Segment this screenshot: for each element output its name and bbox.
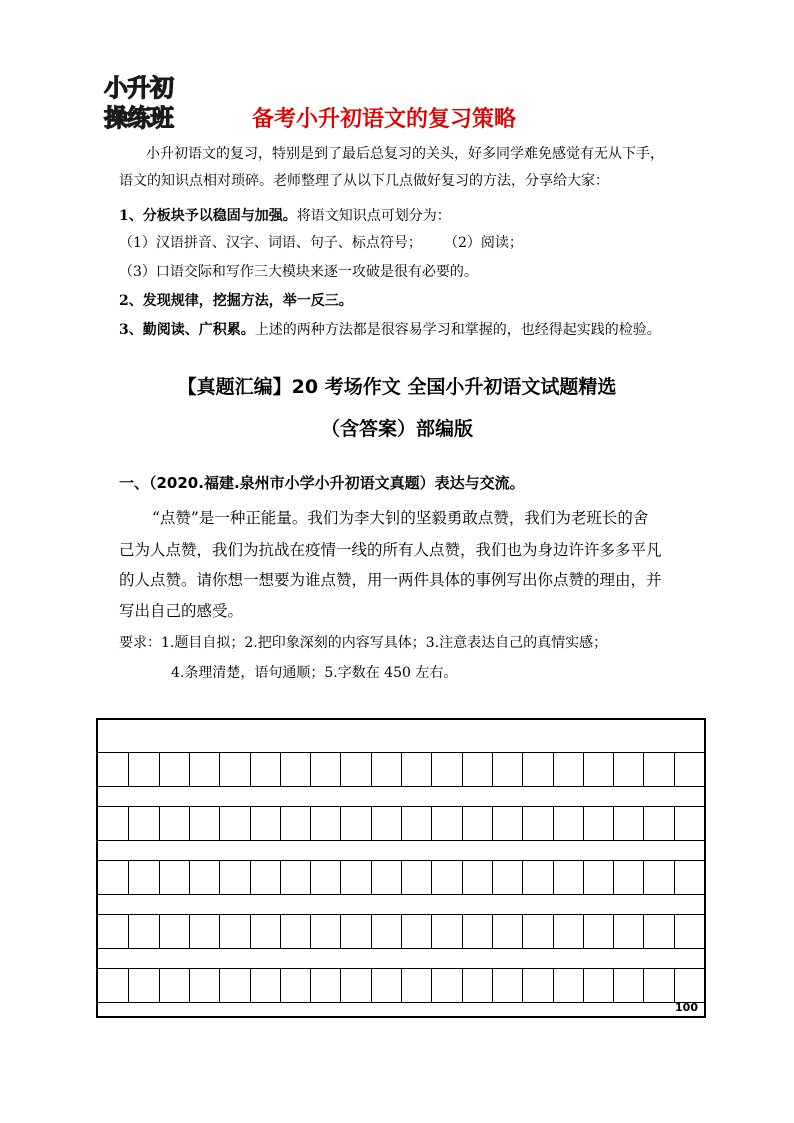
grid-cell-line	[159, 861, 160, 894]
grid-cell-line	[522, 915, 523, 948]
point-2: 2、发现规律，挖掘方法，举一反三。	[119, 293, 353, 309]
grid-cell-line	[431, 915, 432, 948]
grid-cell-line	[159, 969, 160, 1002]
grid-cell-line	[128, 969, 129, 1002]
grid-cell-line	[128, 807, 129, 840]
grid-cell-line	[583, 969, 584, 1002]
grid-cell-line	[613, 753, 614, 786]
point-3-heading: 3、勤阅读、广积累。	[119, 322, 255, 338]
point-3-text: 上述的两种方法都是很容易学习和掌握的，也经得起实践的检验。	[254, 322, 661, 338]
sub-point-2: （2）阅读；	[444, 235, 523, 251]
main-title-line-2: （含答案）部编版	[320, 418, 473, 440]
grid-cell-line	[371, 807, 372, 840]
grid-cell-line	[643, 753, 644, 786]
grid-cell-line	[583, 807, 584, 840]
grid-cell-line	[431, 969, 432, 1002]
grid-cell-line	[371, 915, 372, 948]
grid-row	[98, 752, 704, 787]
grid-cell-line	[553, 753, 554, 786]
grid-cell-line	[462, 753, 463, 786]
grid-cell-line	[371, 753, 372, 786]
intro-line-1: 小升初语文的复习，特别是到了最后总复习的关头，好多同学难免感觉有无从下手，	[146, 146, 664, 162]
grid-cell-line	[674, 915, 675, 948]
grid-cell-line	[250, 969, 251, 1002]
grid-cell-line	[159, 807, 160, 840]
sub-point-3: （3）口语交际和写作三大模块来逐一攻破是很有必要的。	[119, 264, 478, 280]
grid-cell-line	[128, 915, 129, 948]
point-1-heading: 1、分板块予以稳固与加强。	[119, 208, 297, 224]
word-count-label: 100	[675, 1001, 698, 1014]
point-1-text: 将语文知识点可划分为：	[296, 208, 451, 224]
point-1	[119, 205, 451, 225]
grid-cell-line	[340, 969, 341, 1002]
grid-cell-line	[522, 861, 523, 894]
grid-cell-line	[310, 915, 311, 948]
grid-cell-line	[643, 861, 644, 894]
grid-cell-line	[431, 807, 432, 840]
logo-text-bottom: 操练班	[104, 104, 173, 132]
grid-cell-line	[492, 915, 493, 948]
point-3	[119, 319, 661, 339]
grid-cell-line	[189, 753, 190, 786]
question-heading: 一、（2020.福建.泉州市小学小升初语文真题）表达与交流。	[119, 474, 525, 492]
grid-cell-line	[159, 753, 160, 786]
grid-cell-line	[553, 969, 554, 1002]
grid-cell-line	[280, 969, 281, 1002]
grid-cell-line	[401, 969, 402, 1002]
writing-grid	[96, 718, 706, 1018]
grid-cell-line	[643, 915, 644, 948]
grid-cell-line	[219, 861, 220, 894]
grid-cell-line	[340, 807, 341, 840]
grid-cell-line	[280, 915, 281, 948]
grid-cell-line	[674, 969, 675, 1002]
grid-cell-line	[613, 861, 614, 894]
grid-row	[98, 968, 704, 1003]
grid-cell-line	[219, 807, 220, 840]
prompt-line-3: 的人点赞。请你想一想要为谁点赞，用一两件具体的事例写出你点赞的理由，并	[119, 571, 662, 589]
grid-cell-line	[613, 969, 614, 1002]
grid-row	[98, 806, 704, 841]
grid-cell-line	[492, 861, 493, 894]
grid-cell-line	[159, 915, 160, 948]
prompt-line-4: 写出自己的感受。	[119, 602, 244, 620]
grid-cell-line	[280, 807, 281, 840]
grid-cell-line	[613, 807, 614, 840]
grid-cell-line	[189, 969, 190, 1002]
grid-cell-line	[310, 861, 311, 894]
grid-cell-line	[553, 915, 554, 948]
main-title-line-1: 【真题汇编】20 考场作文 全国小升初语文试题精选	[177, 376, 617, 398]
grid-cell-line	[219, 969, 220, 1002]
logo-text-top: 小升初	[104, 74, 173, 102]
grid-cell-line	[643, 807, 644, 840]
grid-cell-line	[250, 807, 251, 840]
grid-cell-line	[219, 753, 220, 786]
sub-point-1: （1）汉语拼音、汉字、词语、句子、标点符号；	[119, 235, 422, 251]
grid-cell-line	[340, 915, 341, 948]
grid-cell-line	[189, 807, 190, 840]
grid-cell-line	[128, 753, 129, 786]
grid-cell-line	[250, 753, 251, 786]
grid-cell-line	[310, 753, 311, 786]
requirements-line-1: 要求：1.题目自拟；2.把印象深刻的内容写具体；3.注意表达自己的真情实感；	[119, 635, 608, 651]
prompt-line-2: 己为人点赞，我们为抗战在疫情一线的所有人点赞，我们也为身边许许多多平凡	[119, 541, 662, 559]
grid-cell-line	[462, 807, 463, 840]
grid-cell-line	[583, 861, 584, 894]
grid-cell-line	[371, 861, 372, 894]
grid-cell-line	[462, 861, 463, 894]
grid-cell-line	[613, 915, 614, 948]
grid-cell-line	[340, 861, 341, 894]
grid-cell-line	[462, 969, 463, 1002]
grid-cell-line	[643, 969, 644, 1002]
prompt-line-1: “点赞”是一种正能量。我们为李大钊的坚毅勇敢点赞，我们为老班长的舍	[152, 509, 649, 527]
grid-cell-line	[431, 753, 432, 786]
grid-cell-line	[250, 861, 251, 894]
requirements-line-2: 4.条理清楚，语句通顺；5.字数在 450 左右。	[171, 665, 458, 681]
grid-cell-line	[250, 915, 251, 948]
grid-cell-line	[553, 807, 554, 840]
grid-cell-line	[371, 969, 372, 1002]
grid-cell-line	[583, 753, 584, 786]
grid-cell-line	[674, 753, 675, 786]
intro-line-2: 语文的知识点相对琐碎。老师整理了从以下几点做好复习的方法，分享给大家：	[119, 173, 609, 189]
grid-cell-line	[340, 753, 341, 786]
grid-cell-line	[280, 861, 281, 894]
grid-cell-line	[492, 753, 493, 786]
grid-cell-line	[522, 969, 523, 1002]
grid-cell-line	[280, 753, 281, 786]
grid-cell-line	[553, 861, 554, 894]
grid-cell-line	[674, 807, 675, 840]
grid-cell-line	[401, 807, 402, 840]
grid-cell-line	[310, 807, 311, 840]
grid-cell-line	[492, 969, 493, 1002]
grid-cell-line	[219, 915, 220, 948]
grid-cell-line	[492, 807, 493, 840]
grid-cell-line	[522, 807, 523, 840]
page-title: 备考小升初语文的复习策略	[252, 107, 517, 132]
grid-cell-line	[189, 915, 190, 948]
grid-cell-line	[522, 753, 523, 786]
grid-cell-line	[401, 753, 402, 786]
grid-cell-line	[674, 861, 675, 894]
grid-cell-line	[431, 861, 432, 894]
grid-cell-line	[401, 861, 402, 894]
grid-cell-line	[128, 861, 129, 894]
grid-cell-line	[189, 861, 190, 894]
grid-cell-line	[401, 915, 402, 948]
grid-cell-line	[583, 915, 584, 948]
grid-row	[98, 860, 704, 895]
logo	[104, 68, 212, 130]
grid-row	[98, 914, 704, 949]
grid-cell-line	[462, 915, 463, 948]
grid-cell-line	[310, 969, 311, 1002]
